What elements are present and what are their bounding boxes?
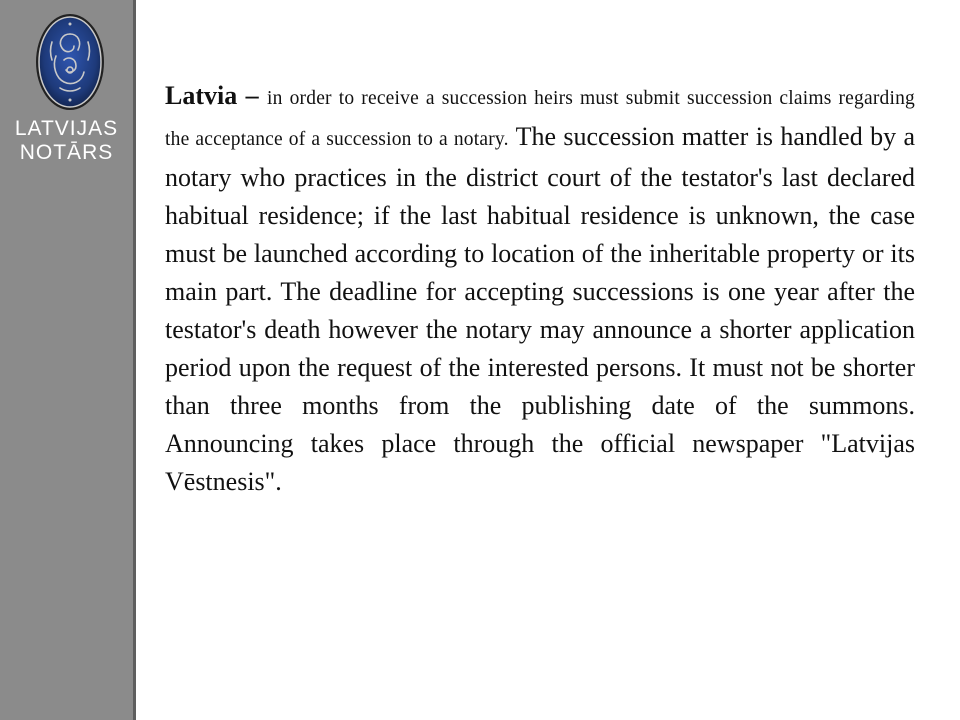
notary-seal-icon [34, 12, 106, 112]
paragraph [165, 77, 915, 501]
body-text: The succession matter is handled by a notary who practices in the district court of the testator's last declared habitual residence; if the last habitual residence is unknown, the case must be launched according to location of the inheritable property or its main part. The deadline for accepting successions is one year after the testator's death however the notary may announce a shorter application period upon the request of the interested persons. It must not be shorter than three months from the publishing date of the summons. Announcing takes place through the official newspaper "Latvijas Vēstnesis". [165, 122, 915, 496]
sidebar-divider [133, 0, 136, 720]
sidebar [0, 0, 133, 720]
brand-name-line2: NOTĀRS [19, 141, 114, 164]
main-text [165, 77, 915, 501]
country-heading: Latvia – [165, 81, 259, 110]
intro-text: in order to receive a succession heirs must submit succession claims regarding the acceptance of a succession to a notary. [165, 88, 915, 150]
brand-name-line1: LATVIJAS [14, 117, 119, 140]
